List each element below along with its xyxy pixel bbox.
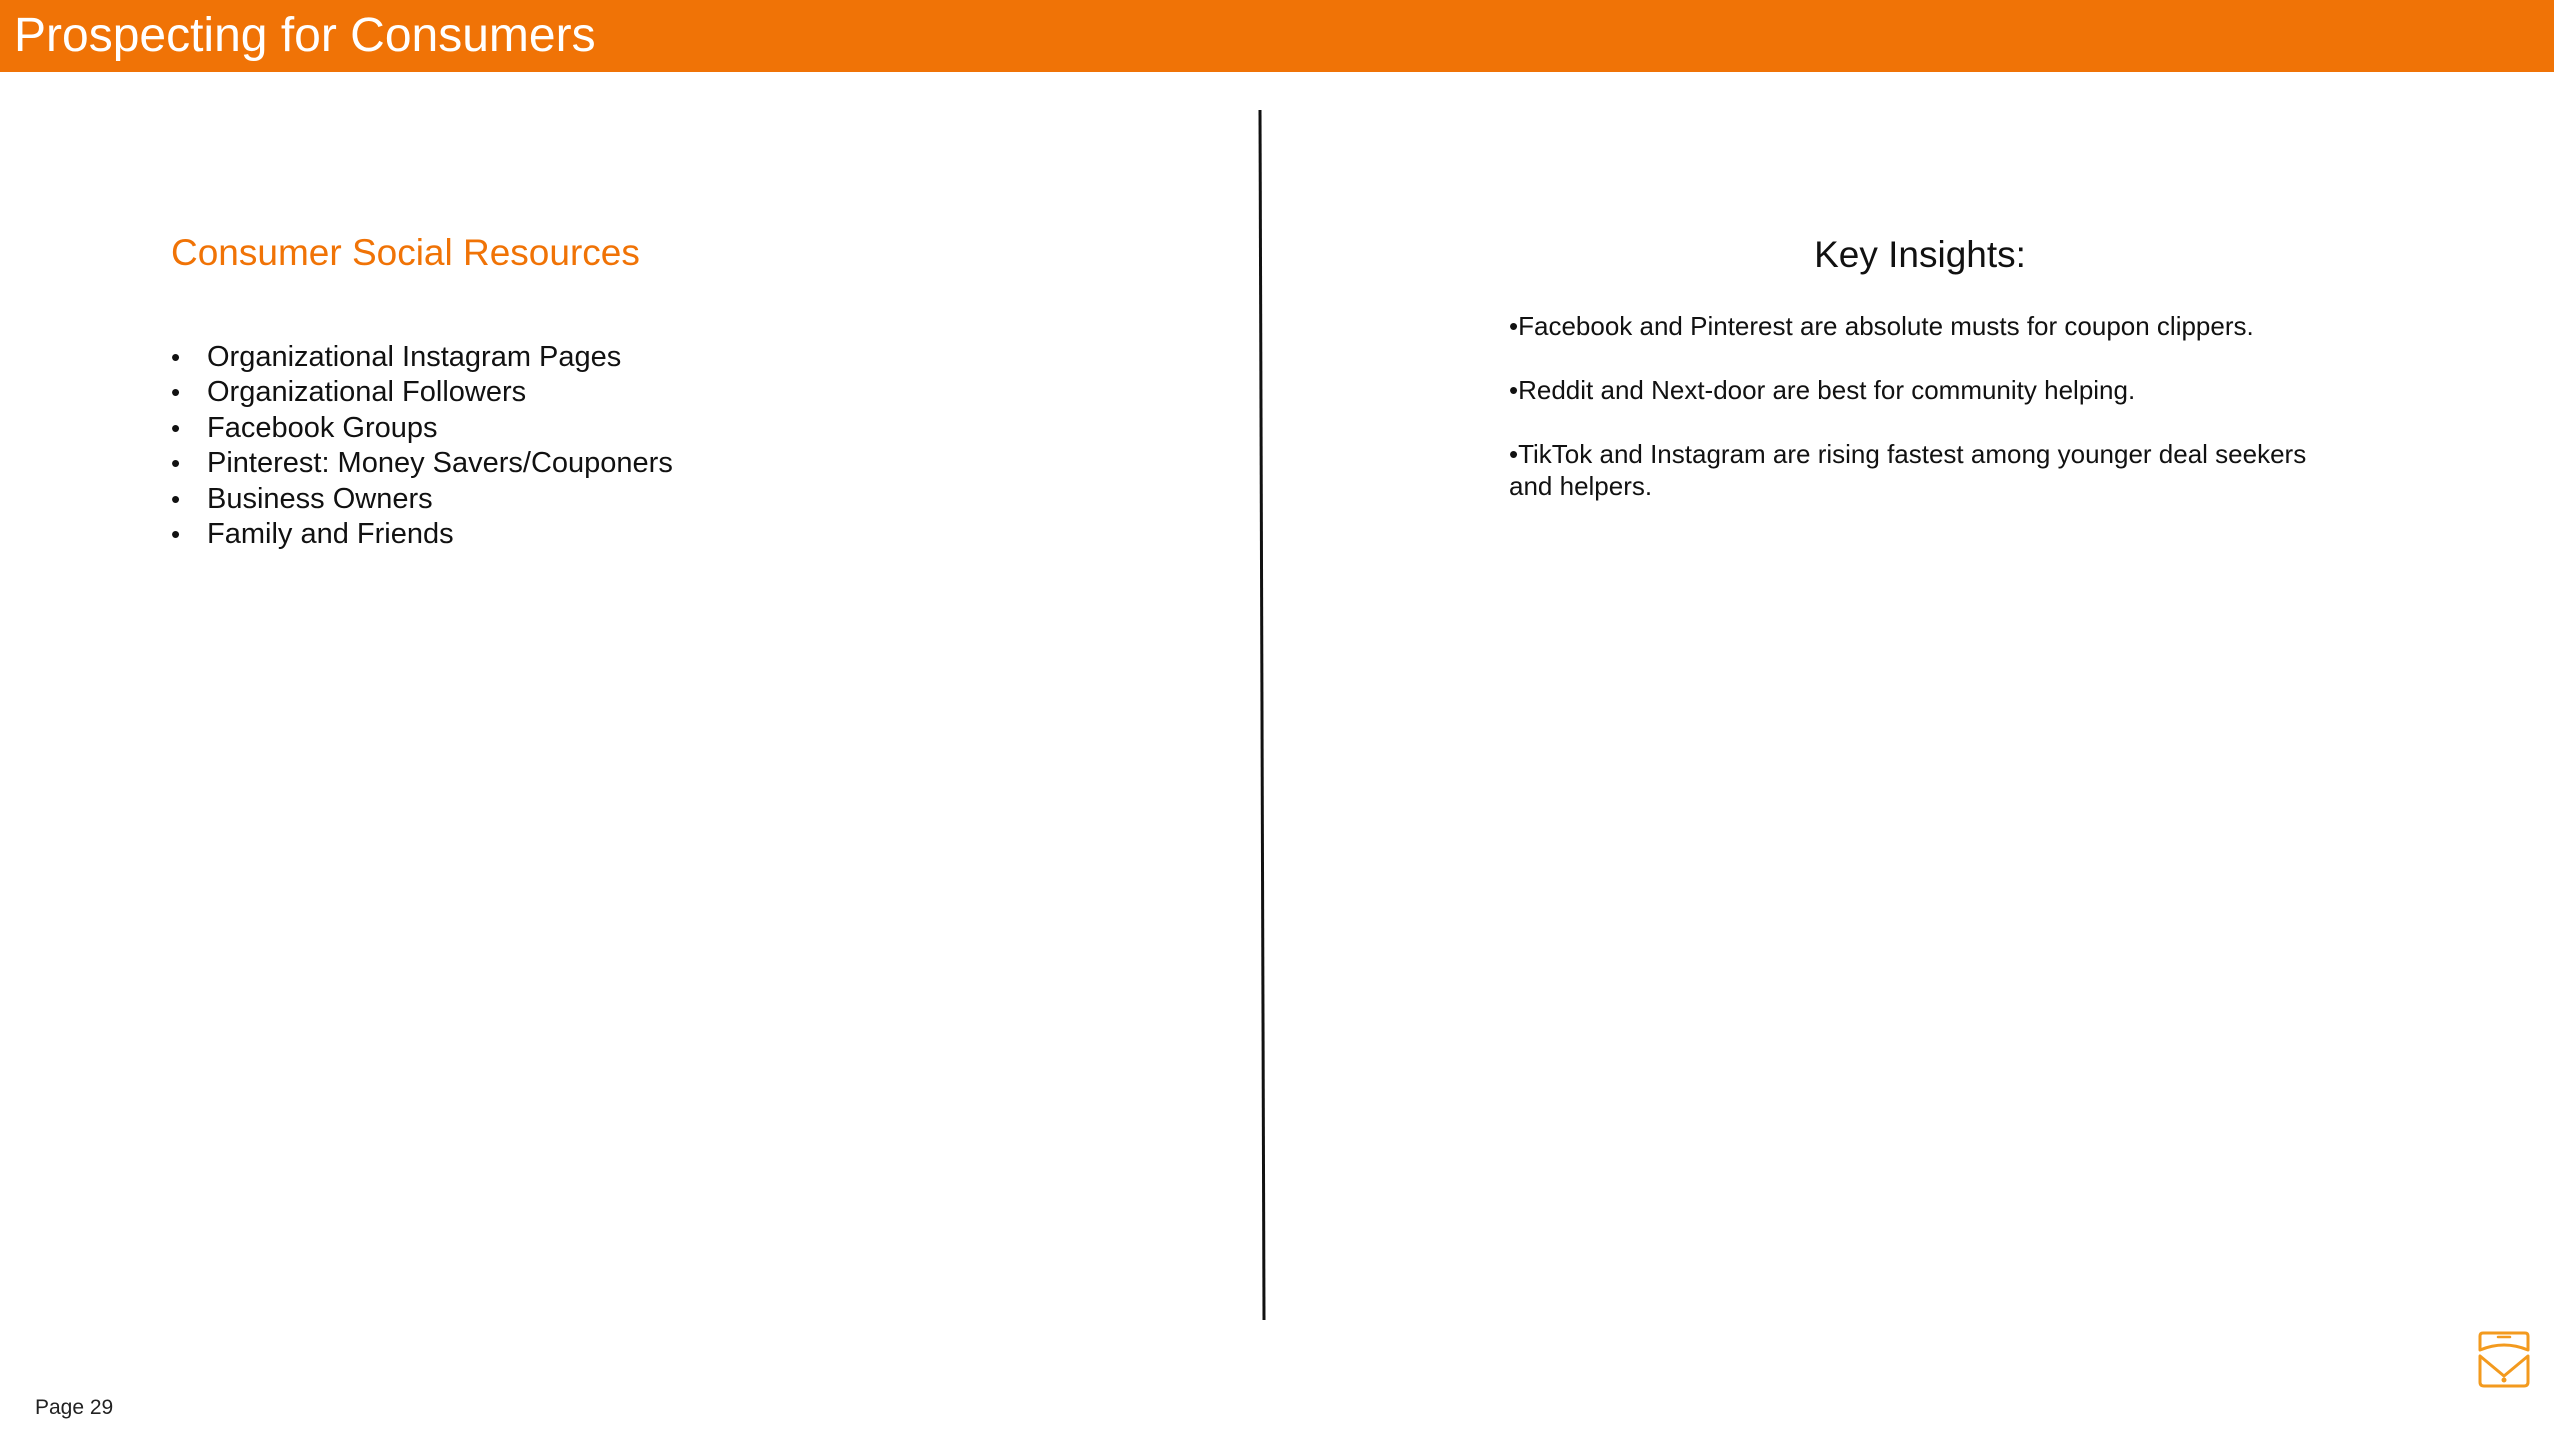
list-item: [171, 411, 673, 446]
consumer-social-resources-heading: Consumer Social Resources: [171, 232, 640, 273]
list-item: [171, 446, 673, 481]
list-item-label: Organizational Followers: [207, 376, 527, 409]
list-item-label: Facebook Groups: [207, 411, 438, 444]
insights-list: [1509, 310, 2329, 534]
bullet: •: [171, 377, 181, 408]
insight-item: •TikTok and Instagram are rising fastest among younger deal seekers and helpers.: [1509, 439, 2307, 501]
page-number: Page 29: [35, 1396, 114, 1419]
envelope-logo-icon: [2474, 1330, 2534, 1420]
list-item-label: Business Owners: [207, 482, 433, 515]
page-title: Prospecting for Consumers: [14, 9, 596, 62]
insight-item: •Facebook and Pinterest are absolute musts for coupon clippers.: [1509, 311, 2254, 341]
insight-item: •Reddit and Next-door are best for community helping.: [1509, 375, 2136, 405]
bullet: •: [171, 518, 181, 549]
bullet: •: [171, 483, 181, 514]
header-bar: [0, 0, 2554, 72]
list-item-label: Organizational Instagram Pages: [207, 341, 622, 373]
list-item: [171, 340, 673, 375]
list-item-label: Pinterest: Money Savers/Couponers: [207, 447, 673, 480]
list-item: [171, 517, 673, 552]
bullet: •: [171, 342, 181, 372]
list-item: [171, 482, 673, 517]
list-item-label: Family and Friends: [207, 517, 454, 550]
bullet: •: [171, 412, 181, 443]
list-item: [171, 375, 673, 410]
bullet: •: [171, 448, 181, 479]
resource-list: [171, 340, 673, 552]
key-insights-heading: Key Insights:: [1814, 234, 2026, 275]
